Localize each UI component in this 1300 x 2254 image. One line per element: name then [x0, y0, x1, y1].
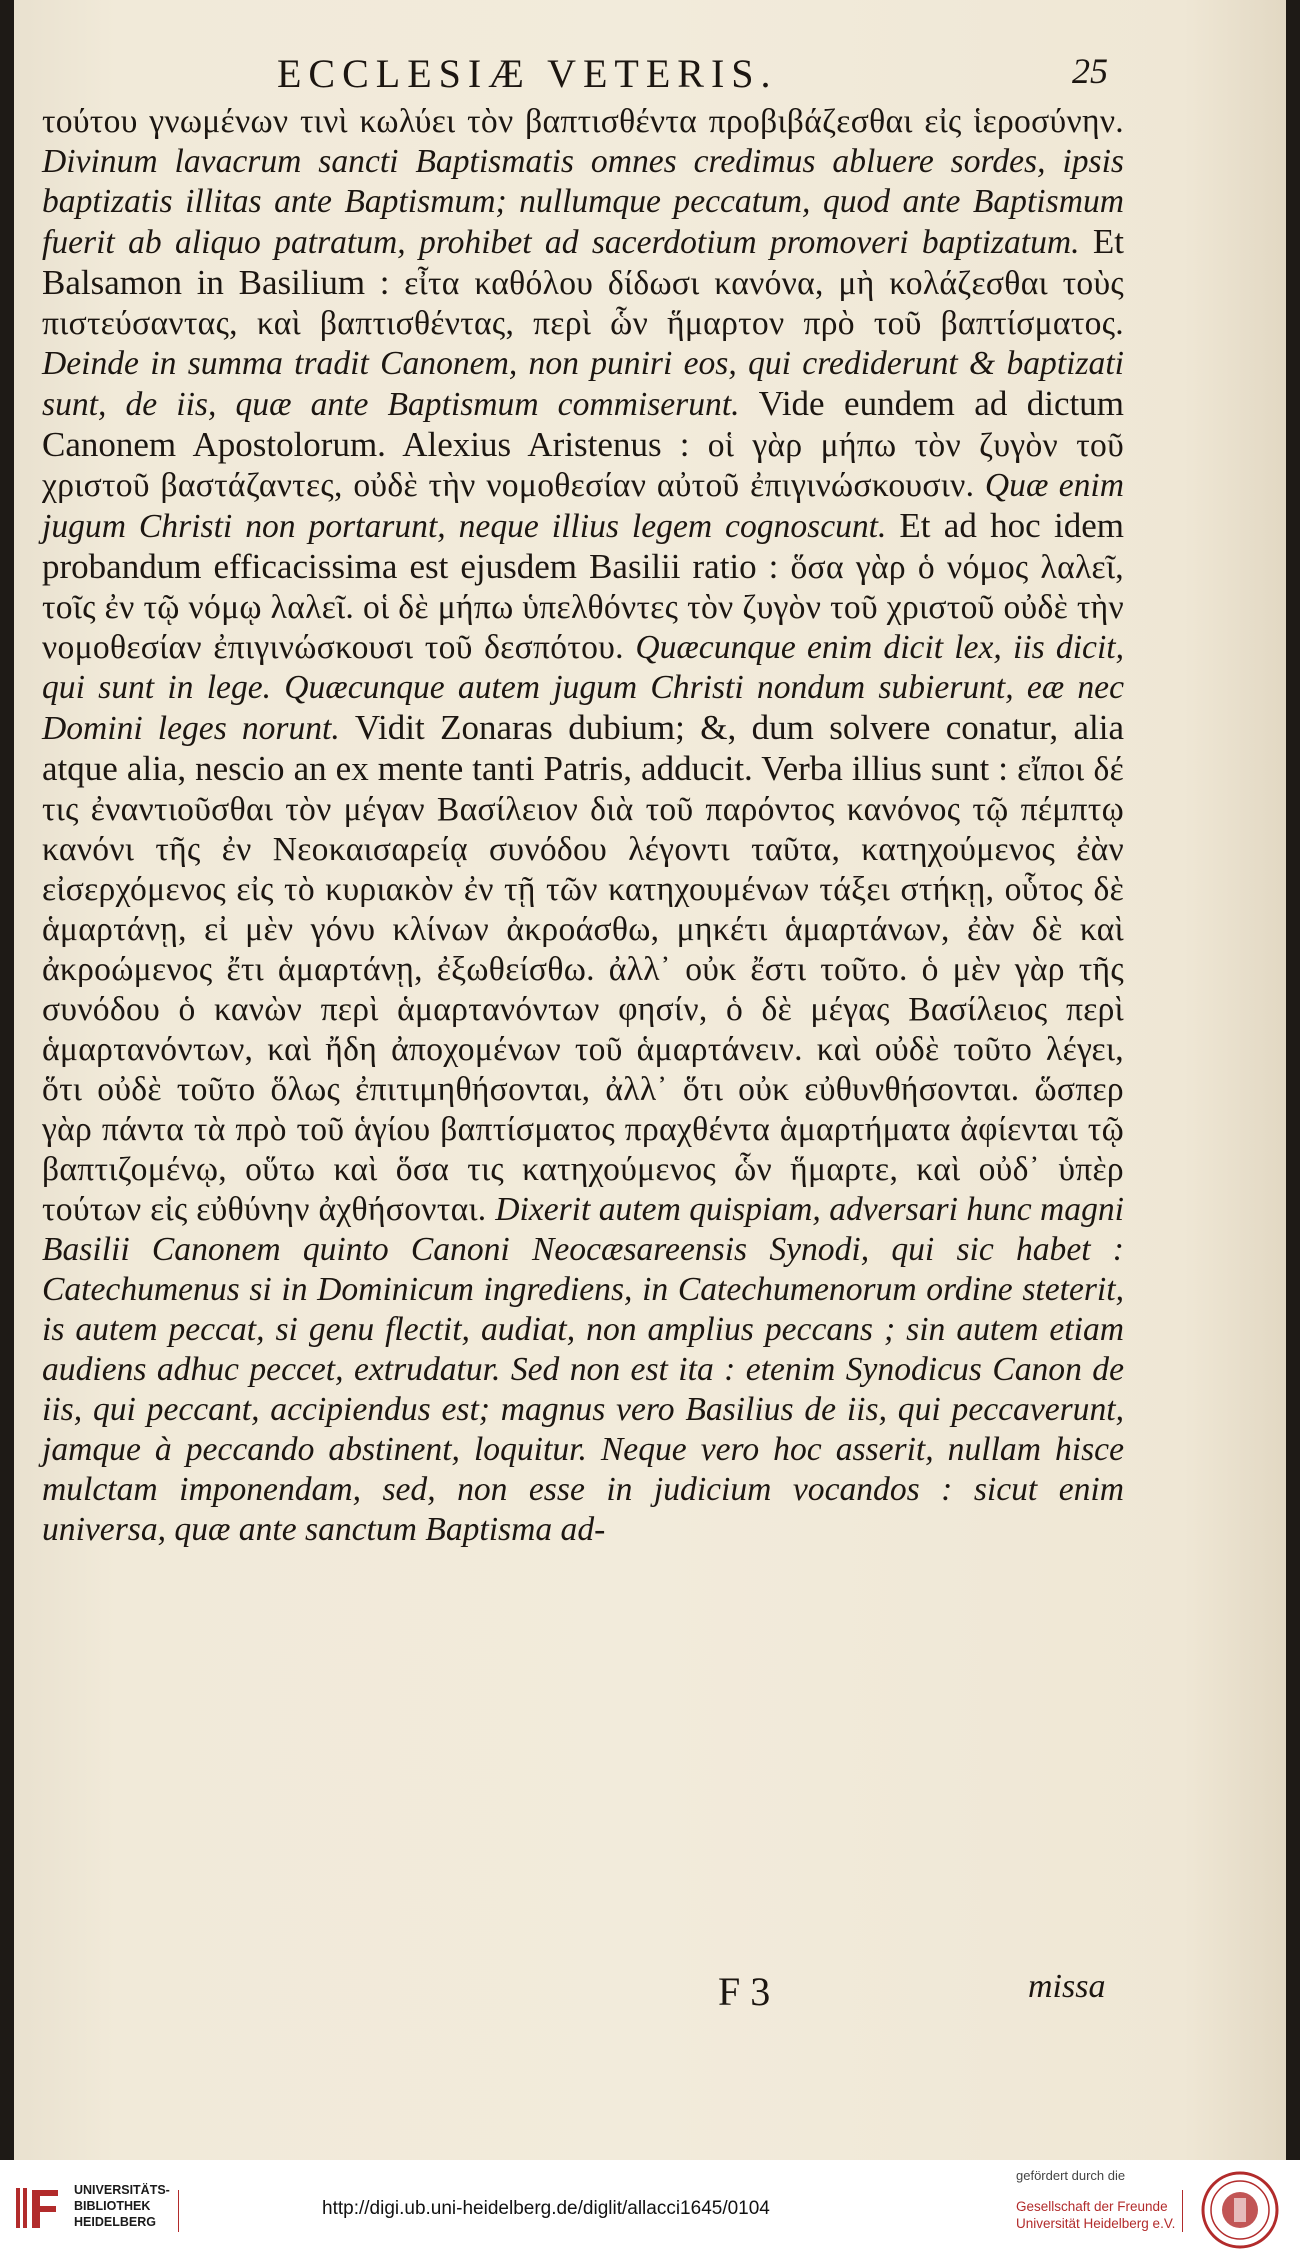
signature-mark: F 3: [718, 1969, 771, 2014]
text-segment-latin-italic: Divinum lavacrum sancti Baptismatis omnes credimus abluere sordes, ipsis baptizatis illitas ante Baptismum; nullumque peccatum, quod ante Baptismum fuerit ab aliquo patratum, prohibet ad sacerdotium promoveri baptizatum.: [42, 143, 1124, 261]
divider: [178, 2190, 179, 2232]
text-segment-latin-roman: Et ad hoc idem probandum efficacissima est ejusdem Basilii ratio :: [42, 506, 1125, 586]
running-head: [42, 50, 1108, 102]
funding-organization-line: Universität Heidelberg e.V.: [1016, 2216, 1176, 2231]
text-segment-greek: τούτου γνωμένων τινὶ κωλύει τὸν βαπτισθέντα προβιβάζεσθαι εἰς ἱεροσύνην.: [42, 103, 1124, 140]
text-segment-greek: οἱ γὰρ μήπω τὸν ζυγὸν τοῦ χριστοῦ βαστάζαντες, οὐδὲ τὴν νομοθεσίαν αὐτοῦ ἐπιγινώσκουσιν.: [42, 427, 1125, 504]
running-title: ECCLESIÆ VETERIS.: [277, 51, 778, 96]
permalink-url[interactable]: http://digi.ub.uni-heidelberg.de/diglit/allacci1645/0104: [322, 2198, 770, 2219]
library-name-line: BIBLIOTHEK: [74, 2199, 151, 2213]
document-page: [14, 0, 1286, 2160]
text-segment-latin-roman: Et Balsamon in Basilium :: [42, 222, 1124, 302]
funding-organization-line: Gesellschaft der Freunde: [1016, 2199, 1168, 2214]
text-segment-latin-italic: Deinde in summa tradit Canonem, non puniri eos, qui crediderunt & baptizati sunt, de iis, quæ ante Baptismum commiserunt.: [42, 345, 1124, 423]
viewer-footer-bar: [0, 2160, 1300, 2254]
library-name-line: HEIDELBERG: [74, 2215, 156, 2229]
university-seal-icon: [1200, 2170, 1280, 2250]
page-footer-line: [28, 1968, 1110, 2012]
text-segment-greek: εἴποι δέ τις ἐναντιοῦσθαι τὸν μέγαν Βασίλειον διὰ τοῦ παρόντος κανόνος τῷ πέμπτῳ κανόνι τῆς ἐν Νεοκαισαρείᾳ συνόδου λέγοντι ταῦτα, κατηχούμενος ἐὰν εἰσερχόμενος εἰς τὸ κυριακὸν ἐν τῇ τῶν κατηχουμένων τάξει στήκῃ, οὗτος δὲ ἁμαρτάνῃ, εἰ μὲν γόνυ κλίνων ἀκροάσθω, μηκέτι ἁμαρτάνων, ἐὰν δὲ καὶ ἀκροώμενος ἔτι ἁμαρτάνῃ, ἐξωθείσθω. ἀλλ᾽ οὐκ ἔστι τοῦτο. ὁ μὲν γὰρ τῆς συνόδου ὁ κανὼν περὶ ἁμαρτανόντων φησίν, ὁ δὲ μέγας Βασίλειος περὶ ἁμαρτανόντων, καὶ ἤδη ἀποχομένων τοῦ ἁμαρτάνειν. καὶ οὐδὲ τοῦτο λέγει, ὅτι οὐδὲ τοῦτο ὅλως ἐπιτιμηθήσονται, ἀλλ᾽ ὅτι οὐκ εὐθυνθήσονται. ὥσπερ γὰρ πάντα τὰ πρὸ τοῦ ἁγίου βαπτίσματος πραχθέντα ἁμαρτήματα ἀφίενται τῷ βαπτιζομένῳ, οὕτω καὶ ὅσα τις κατηχούμενος ὧν ἥμαρτε, καὶ οὐδ᾽ ὑπὲρ τούτων εἰς εὐθύνην ἀχθήσονται.: [42, 751, 1124, 1228]
text-segment-latin-italic: Quæcunque enim dicit lex, iis dicit, qui sunt in lege. Quæcunque autem jugum Christi nondum subierunt, eæ nec Domini leges norunt.: [42, 629, 1125, 747]
funded-by-label: gefördert durch die: [1016, 2168, 1126, 2183]
body-text: [42, 102, 1124, 1550]
catchword: missa: [1028, 1968, 1106, 2005]
library-name: [74, 2182, 170, 2230]
university-library-logo-icon: [12, 2182, 64, 2234]
text-segment-latin-roman: Vide eundem ad dictum Canonem Apostolorum. Alexius Aristenus :: [42, 384, 1124, 464]
divider: [1182, 2190, 1183, 2232]
library-name-line: UNIVERSITÄTS-: [74, 2183, 170, 2197]
funding-organization: [1016, 2198, 1175, 2232]
text-segment-latin-italic: Quæ enim jugum Christi non portarunt, neque illius legem cognoscunt.: [42, 467, 1124, 545]
text-segment-greek: ὅσα γὰρ ὁ νόμος λαλεῖ, τοῖς ἐν τῷ νόμῳ λαλεῖ. οἱ δὲ μήπω ὑπελθόντες τὸν ζυγὸν τοῦ χριστοῦ οὐδὲ τὴν νομοθεσίαν ἐπιγινώσκουσι τοῦ δεσπότου.: [42, 549, 1124, 666]
text-segment-greek: εἶτα καθόλου δίδωσι κανόνα, μὴ κολάζεσθαι τοὺς πιστεύσαντας, καὶ βαπτισθέντας, περὶ ὧν ἥμαρτον πρὸ τοῦ βαπτίσματος.: [42, 265, 1124, 342]
text-segment-latin-italic: Dixerit autem quispiam, adversari hunc magni Basilii Canonem quinto Canoni Neocæsareensis Synodi, qui sic habet : Catechumenus si in Dominicum ingrediens, in Catechumenorum ordine steterit, is autem peccat, si genu flectit, audiat, non amplius peccans ; sin autem etiam audiens adhuc peccet, extrudatur. Sed non est ita : etenim Synodicus Canon de iis, qui peccant, accipiendus est; magnus vero Basilius de iis, qui peccaverunt, jamque à peccando abstinent, loquitur. Neque vero hoc asserit, nullam hisce mulctam imponendam, sed, non esse in judicium vocandos : sicut enim universa, quæ ante sanctum Baptisma ad-: [42, 1191, 1124, 1548]
text-segment-latin-roman: Vidit Zonaras dubium; &, dum solvere conatur, alia atque alia, nescio an ex mente tanti Patris, adducit. Verba illius sunt :: [42, 708, 1124, 788]
page-number: 25: [1072, 51, 1108, 91]
